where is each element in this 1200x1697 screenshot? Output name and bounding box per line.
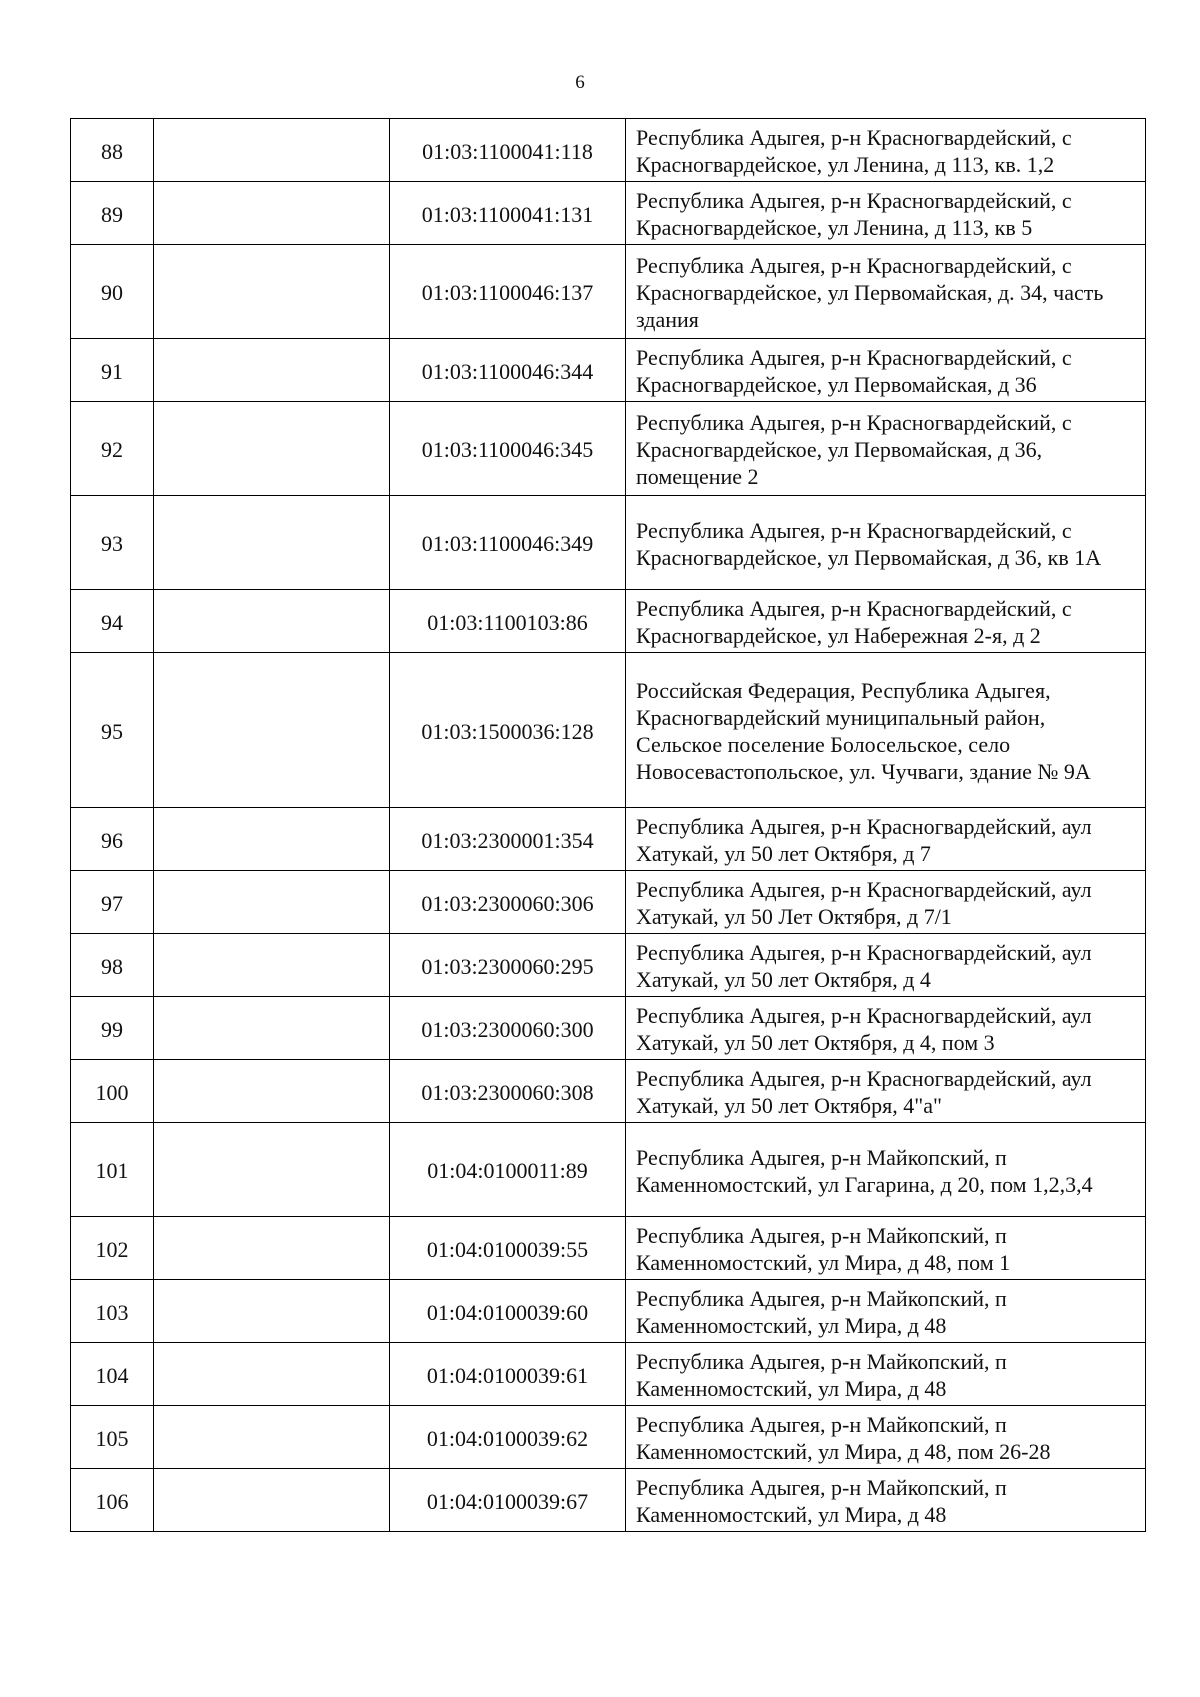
cadastral-number: 01:03:1100041:118 bbox=[390, 119, 626, 182]
cadastral-number: 01:04:0100011:89 bbox=[390, 1123, 626, 1217]
row-number: 94 bbox=[71, 590, 154, 653]
property-address: Республика Адыгея, р-н Майкопский, п Каменномостский, ул Мира, д 48 bbox=[626, 1343, 1146, 1406]
empty-cell bbox=[154, 182, 390, 245]
table-row bbox=[71, 402, 1146, 496]
table-row bbox=[71, 653, 1146, 808]
cadastral-number: 01:04:0100039:67 bbox=[390, 1469, 626, 1532]
property-address: Республика Адыгея, р-н Красногвардейский, с Красногвардейское, ул Первомайская, д 36, помещение 2 bbox=[626, 402, 1146, 496]
cadastral-number: 01:03:2300060:295 bbox=[390, 934, 626, 997]
row-number: 100 bbox=[71, 1060, 154, 1123]
row-number: 106 bbox=[71, 1469, 154, 1532]
empty-cell bbox=[154, 653, 390, 808]
property-address: Республика Адыгея, р-н Красногвардейский, с Красногвардейское, ул Ленина, д 113, кв 5 bbox=[626, 182, 1146, 245]
property-address: Республика Адыгея, р-н Красногвардейский, аул Хатукай, ул 50 Лет Октября, д 7/1 bbox=[626, 871, 1146, 934]
cadastral-number: 01:04:0100039:60 bbox=[390, 1280, 626, 1343]
table-row bbox=[71, 997, 1146, 1060]
table-row bbox=[71, 1469, 1146, 1532]
property-address: Республика Адыгея, р-н Майкопский, п Каменномостский, ул Мира, д 48, пом 1 bbox=[626, 1217, 1146, 1280]
empty-cell bbox=[154, 119, 390, 182]
empty-cell bbox=[154, 871, 390, 934]
table-row bbox=[71, 1217, 1146, 1280]
property-address: Республика Адыгея, р-н Красногвардейский, с Красногвардейское, ул Ленина, д 113, кв. 1,2 bbox=[626, 119, 1146, 182]
table-row bbox=[71, 871, 1146, 934]
table-row bbox=[71, 1060, 1146, 1123]
table-row bbox=[71, 808, 1146, 871]
cadastral-number: 01:03:1100046:349 bbox=[390, 496, 626, 590]
empty-cell bbox=[154, 1217, 390, 1280]
cadastral-number: 01:03:2300001:354 bbox=[390, 808, 626, 871]
row-number: 91 bbox=[71, 339, 154, 402]
table-row bbox=[71, 1406, 1146, 1469]
row-number: 97 bbox=[71, 871, 154, 934]
empty-cell bbox=[154, 997, 390, 1060]
cadastral-number: 01:03:2300060:308 bbox=[390, 1060, 626, 1123]
row-number: 99 bbox=[71, 997, 154, 1060]
row-number: 104 bbox=[71, 1343, 154, 1406]
empty-cell bbox=[154, 1469, 390, 1532]
empty-cell bbox=[154, 245, 390, 339]
empty-cell bbox=[154, 1343, 390, 1406]
row-number: 103 bbox=[71, 1280, 154, 1343]
cadastral-number: 01:04:0100039:55 bbox=[390, 1217, 626, 1280]
property-registry-table bbox=[70, 118, 1146, 1532]
cadastral-number: 01:04:0100039:62 bbox=[390, 1406, 626, 1469]
row-number: 89 bbox=[71, 182, 154, 245]
empty-cell bbox=[154, 339, 390, 402]
property-address: Республика Адыгея, р-н Красногвардейский, с Красногвардейское, ул Набережная 2-я, д 2 bbox=[626, 590, 1146, 653]
row-number: 93 bbox=[71, 496, 154, 590]
row-number: 90 bbox=[71, 245, 154, 339]
empty-cell bbox=[154, 402, 390, 496]
table-row bbox=[71, 934, 1146, 997]
table-row bbox=[71, 1343, 1146, 1406]
empty-cell bbox=[154, 1280, 390, 1343]
row-number: 88 bbox=[71, 119, 154, 182]
property-address: Республика Адыгея, р-н Красногвардейский, с Красногвардейское, ул Первомайская, д. 34, часть здания bbox=[626, 245, 1146, 339]
row-number: 95 bbox=[71, 653, 154, 808]
cadastral-number: 01:03:2300060:306 bbox=[390, 871, 626, 934]
table-row bbox=[71, 496, 1146, 590]
property-address: Республика Адыгея, р-н Майкопский, п Каменномостский, ул Гагарина, д 20, пом 1,2,3,4 bbox=[626, 1123, 1146, 1217]
empty-cell bbox=[154, 590, 390, 653]
property-address: Республика Адыгея, р-н Красногвардейский, аул Хатукай, ул 50 лет Октября, д 4, пом 3 bbox=[626, 997, 1146, 1060]
cadastral-number: 01:03:1100046:345 bbox=[390, 402, 626, 496]
property-address: Республика Адыгея, р-н Майкопский, п Каменномостский, ул Мира, д 48 bbox=[626, 1469, 1146, 1532]
table-row bbox=[71, 590, 1146, 653]
empty-cell bbox=[154, 496, 390, 590]
empty-cell bbox=[154, 1123, 390, 1217]
cadastral-number: 01:03:1100041:131 bbox=[390, 182, 626, 245]
empty-cell bbox=[154, 1406, 390, 1469]
empty-cell bbox=[154, 934, 390, 997]
table-row bbox=[71, 1123, 1146, 1217]
property-address: Республика Адыгея, р-н Майкопский, п Каменномостский, ул Мира, д 48 bbox=[626, 1280, 1146, 1343]
row-number: 96 bbox=[71, 808, 154, 871]
table-row bbox=[71, 182, 1146, 245]
table-row bbox=[71, 119, 1146, 182]
cadastral-number: 01:04:0100039:61 bbox=[390, 1343, 626, 1406]
page-number: 6 bbox=[575, 72, 585, 93]
cadastral-number: 01:03:1100103:86 bbox=[390, 590, 626, 653]
empty-cell bbox=[154, 1060, 390, 1123]
row-number: 92 bbox=[71, 402, 154, 496]
cadastral-number: 01:03:2300060:300 bbox=[390, 997, 626, 1060]
empty-cell bbox=[154, 808, 390, 871]
cadastral-number: 01:03:1500036:128 bbox=[390, 653, 626, 808]
property-address: Российская Федерация, Республика Адыгея, Красногвардейский муниципальный район, Сельское поселение Болосельское, село Новосевастопольское, ул. Чучваги, здание № 9А bbox=[626, 653, 1146, 808]
row-number: 105 bbox=[71, 1406, 154, 1469]
table-row bbox=[71, 1280, 1146, 1343]
cadastral-number: 01:03:1100046:344 bbox=[390, 339, 626, 402]
property-address: Республика Адыгея, р-н Майкопский, п Каменномостский, ул Мира, д 48, пом 26-28 bbox=[626, 1406, 1146, 1469]
table-row bbox=[71, 245, 1146, 339]
cadastral-number: 01:03:1100046:137 bbox=[390, 245, 626, 339]
property-address: Республика Адыгея, р-н Красногвардейский, аул Хатукай, ул 50 лет Октября, 4"а" bbox=[626, 1060, 1146, 1123]
property-address: Республика Адыгея, р-н Красногвардейский, с Красногвардейское, ул Первомайская, д 36, кв 1А bbox=[626, 496, 1146, 590]
property-address: Республика Адыгея, р-н Красногвардейский, аул Хатукай, ул 50 лет Октября, д 7 bbox=[626, 808, 1146, 871]
row-number: 101 bbox=[71, 1123, 154, 1217]
property-address: Республика Адыгея, р-н Красногвардейский, с Красногвардейское, ул Первомайская, д 36 bbox=[626, 339, 1146, 402]
row-number: 102 bbox=[71, 1217, 154, 1280]
row-number: 98 bbox=[71, 934, 154, 997]
table-row bbox=[71, 339, 1146, 402]
property-address: Республика Адыгея, р-н Красногвардейский, аул Хатукай, ул 50 лет Октября, д 4 bbox=[626, 934, 1146, 997]
